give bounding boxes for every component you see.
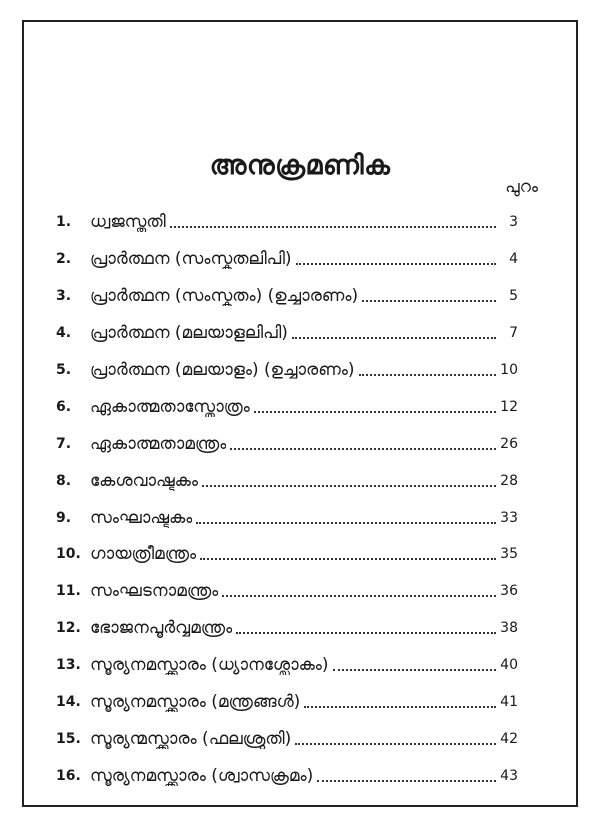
entry-title: കേശവാഷ്ടകം xyxy=(90,470,199,491)
dot-leader xyxy=(296,263,496,265)
page-column-heading: പുറം xyxy=(505,177,538,197)
toc-entry[interactable] xyxy=(56,462,518,499)
dot-leader xyxy=(317,780,496,782)
dot-leader xyxy=(236,632,496,634)
entry-title: സൂര്യന്മസ്ക്കാരം (ഫലശ്രുതി) xyxy=(90,728,292,749)
page-title: അനുക്രമണിക xyxy=(209,150,391,182)
entry-page: 5 xyxy=(509,288,518,305)
toc-entry[interactable] xyxy=(56,352,518,389)
entry-title: പ്രാർത്ഥന (സംസ്കൃതലിപി) xyxy=(90,249,292,270)
entry-number: 9. xyxy=(56,509,72,526)
entry-page: 40 xyxy=(500,657,518,674)
dot-leader xyxy=(333,669,496,671)
entry-title: സൂര്യനമസ്ക്കാരം (ധ്യാനശ്ലോകം) xyxy=(90,655,329,676)
toc-entry[interactable] xyxy=(56,241,518,278)
entry-page: 33 xyxy=(500,509,518,526)
entry-number: 15. xyxy=(56,730,81,747)
entry-page: 42 xyxy=(500,730,518,747)
entry-title: ഗായത്രീമന്ത്രം xyxy=(90,544,197,565)
entry-number: 3. xyxy=(56,288,72,305)
entry-page: 38 xyxy=(500,620,518,637)
dot-leader xyxy=(222,595,496,597)
toc-entry[interactable] xyxy=(56,610,518,647)
entry-title: സൂര്യനമസ്ക്കാരം (മന്ത്രങ്ങൾ) xyxy=(90,692,301,713)
entry-title: സംഘടനാമന്ത്രം xyxy=(90,581,219,602)
entry-page: 7 xyxy=(509,325,518,342)
entry-number: 4. xyxy=(56,325,72,342)
toc-entry[interactable] xyxy=(56,647,518,684)
entry-number: 7. xyxy=(56,435,72,452)
entry-title: സൂര്യനമസ്ക്കാരം (ശ്വാസക്രമം) xyxy=(90,765,314,786)
entry-number: 13. xyxy=(56,657,81,674)
entry-page: 4 xyxy=(509,251,518,268)
dot-leader xyxy=(170,226,496,228)
entry-number: 16. xyxy=(56,767,81,784)
entry-title: പ്രാർത്ഥന (മലയാളലിപി) xyxy=(90,323,288,344)
entry-page: 28 xyxy=(500,472,518,489)
toc-entry[interactable] xyxy=(56,757,518,794)
entry-page: 3 xyxy=(509,214,518,231)
entry-page: 41 xyxy=(500,694,518,711)
entry-number: 8. xyxy=(56,472,72,489)
entry-title: ഏകാത്മതാമന്ത്രം xyxy=(90,433,227,454)
entry-page: 26 xyxy=(500,435,518,452)
dot-leader xyxy=(200,558,496,560)
dot-leader xyxy=(359,374,497,376)
entry-title: ധ്വജസ്തുതി xyxy=(90,212,166,233)
toc-entry[interactable] xyxy=(56,499,518,536)
entry-title: പ്രാർത്ഥന (സംസ്കൃതം) (ഉച്ചാരണം) xyxy=(90,286,359,307)
table-of-contents xyxy=(56,204,518,794)
entry-page: 35 xyxy=(500,546,518,563)
entry-page: 12 xyxy=(500,398,518,415)
entry-page: 10 xyxy=(500,362,518,378)
toc-entry[interactable] xyxy=(56,278,518,315)
entry-number: 10. xyxy=(56,546,81,563)
entry-number: 1. xyxy=(56,214,72,231)
dot-leader xyxy=(254,411,496,413)
toc-entry[interactable] xyxy=(56,573,518,610)
entry-page: 43 xyxy=(500,767,518,784)
toc-entry[interactable] xyxy=(56,684,518,721)
entry-number: 6. xyxy=(56,398,72,415)
entry-title: ഭോജനപൂർവ്വമന്ത്രം xyxy=(90,618,233,639)
entry-title: പ്രാർത്ഥന (മലയാളം) (ഉച്ചാരണം) xyxy=(90,360,355,380)
dot-leader xyxy=(202,485,496,487)
dot-leader xyxy=(295,743,496,745)
entry-number: 12. xyxy=(56,620,81,637)
toc-entry[interactable] xyxy=(56,388,518,425)
entry-title: ഏകാത്മതാസ്തോത്രം xyxy=(90,396,250,417)
dot-leader xyxy=(230,448,496,450)
entry-number: 11. xyxy=(56,583,81,600)
toc-entry[interactable] xyxy=(56,315,518,352)
dot-leader xyxy=(196,522,496,524)
entry-page: 36 xyxy=(500,583,518,600)
entry-number: 5. xyxy=(56,362,72,378)
dot-leader xyxy=(362,300,496,302)
toc-entry[interactable] xyxy=(56,204,518,241)
dot-leader xyxy=(304,706,496,708)
entry-title: സംഘാഷ്ടകം xyxy=(90,507,193,528)
toc-entry[interactable] xyxy=(56,536,518,573)
toc-entry[interactable] xyxy=(56,425,518,462)
entry-number: 2. xyxy=(56,251,72,268)
dot-leader xyxy=(292,337,496,339)
entry-number: 14. xyxy=(56,694,81,711)
toc-entry[interactable] xyxy=(56,720,518,757)
